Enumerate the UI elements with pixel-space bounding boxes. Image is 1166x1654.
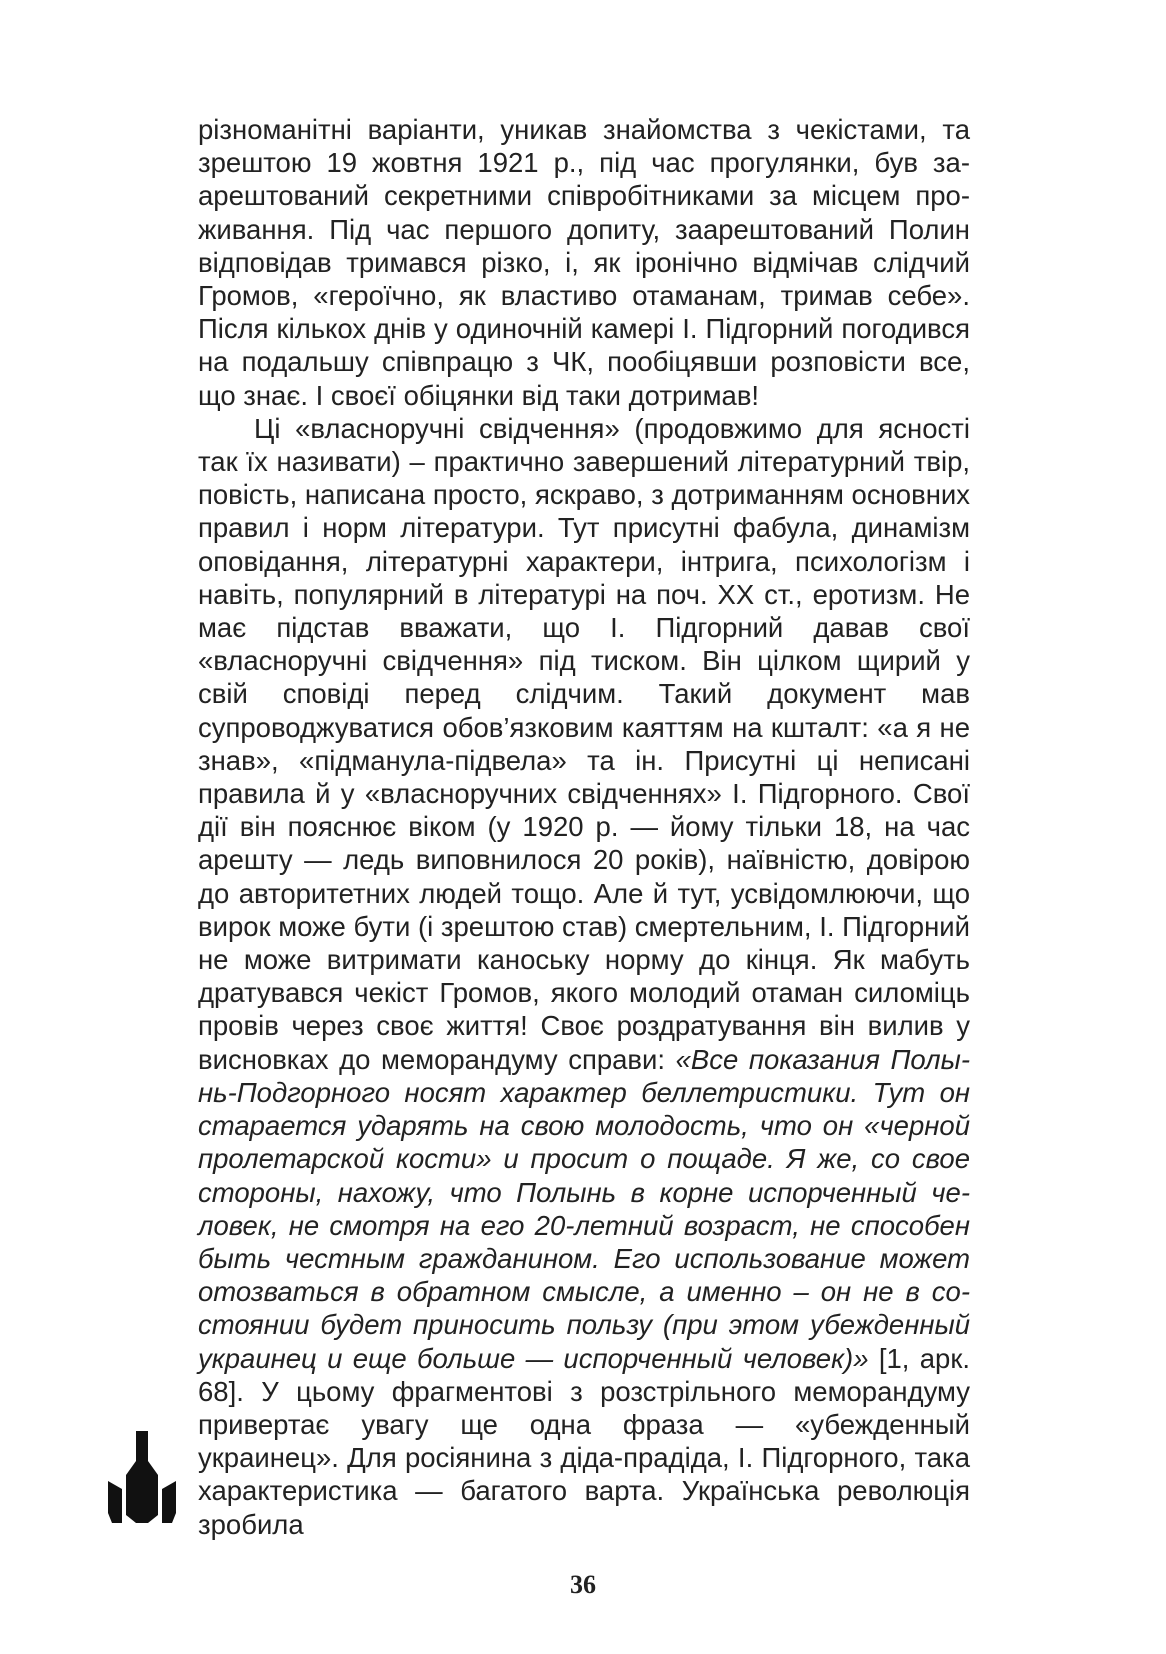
page-number: 36	[570, 1570, 596, 1599]
paragraph	[198, 412, 970, 1541]
body-text	[198, 113, 970, 1541]
paragraph-text: Ці «власноручні свідчення» (продовжимо для ясності так їх називати) – практично завершений літературний твір, повість, написана просто, яскраво, з дотриманням основних правил і норм літератури. Тут присутні фабула, динамізм оповідання, літературні характери, інтрига, психологізм і навіть, популярний в літературі на поч. XX ст., еротизм. Не має підстав вважати, що І. Підгорний давав свої «власноручні свідчення» під тиском. Він цілком щирий у свій сповіді перед слідчим. Такий документ мав супроводжуватися обов’язковим каяттям на кшталт: «а я не знав», «підманула-підвела» та ін. Присутні ці неписані правила й у «власноручних свідченнях» І. Підгорного. Свої дії він пояснює віком (у 1920 р. — йому тільки 18, на час арешту — ледь виповнилося 20 років), наївністю, довірою до авторитетних людей тощо. Але й тут, усвідомлюючи, що вирок може бути (і зрештою став) смертельним, І. Підгорний не може витримати каноську норму до кінця. Як мабуть дратувався чекіст Громов, якого молодий отаман силоміць провів через своє життя! Своє роздратування він вилив у висновках до меморандуму справи:	[198, 412, 970, 1075]
paragraph-text: [1, арк. 68]. У цьому фрагментові з розстрільного меморандуму привертає увагу ще одна фраза — «убежденный украинец». Для росіянина з діда-прадіда, І. Підгорного, така характеристика — багатого варта. Українська революція зробила	[198, 1342, 971, 1540]
italic-quote: «Все показания Полынь-Подгорного носят характер беллетристики. Тут он старается ударять на свою молодость, что он «черной пролетарской кости» и просит о пощаде. Я же, со свое стороны, нахожу, что Полынь в корне испорченный человек, не смотря на его 20-летний возраст, не способен быть честным гражданином. Его использование может отозваться в обратном смысле, а именно – он не в состоянии будет приносить пользу (при этом убежденный украинец и еще больше — испорченный человек)»	[198, 1043, 971, 1374]
paragraph: різноманітні варіанти, уникав знайомства з чекістами, та зрештою 19 жовтня 1921 р., під час прогулянки, був заарештований секретними співробітниками за місцем проживання. Під час першого допиту, заарештований Полин відповідав тримався різко, і, як іронічно відмічав слідчий Громов, «героїчно, як властиво отаманам, тримав себе». Після кількох днів у одиночній камері І. Підгорний погодився на подальшу співпрацю з ЧК, пообіцявши розповісти все, що знає. І своєї обіцянки від таки дотримав!	[198, 114, 970, 411]
trident-emblem-icon	[108, 1431, 176, 1523]
